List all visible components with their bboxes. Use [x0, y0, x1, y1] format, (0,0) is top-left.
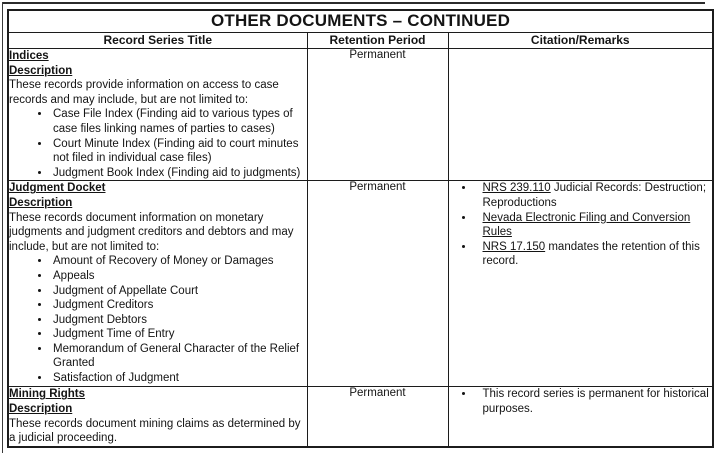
bullet-item: • Satisfaction of Judgment	[51, 371, 307, 386]
scan-edge-artifact-left	[2, 2, 3, 453]
citation-list	[449, 387, 713, 416]
record-series-title: Judgment Docket	[9, 182, 106, 195]
statute-reference: NRS 239.110	[482, 182, 551, 195]
table-title-row	[8, 10, 713, 33]
table-row-indices	[8, 49, 713, 181]
bullet-item: • Case File Index (Finding aid to various types of case files linking names of parties to cases)	[51, 107, 307, 136]
description-label: Description	[9, 196, 73, 209]
citation-list	[449, 181, 713, 269]
citation-item	[475, 211, 713, 240]
bullet-item: • Memorandum of General Character of the Relief Granted	[51, 342, 307, 371]
bullet-item: • Judgment of Appellate Court	[51, 284, 307, 299]
citation-text: Judicial Records: Destruction; Reproductions	[482, 182, 707, 209]
citation-remarks-cell	[448, 181, 713, 387]
bullet-list	[9, 254, 307, 385]
citation-item	[475, 181, 713, 210]
table-row-judgment-docket	[8, 181, 713, 387]
retention-value: Permanent	[349, 49, 406, 61]
citation-remarks-cell	[448, 387, 713, 447]
table-header-row	[8, 33, 713, 49]
record-series-cell	[8, 49, 307, 181]
bullet-item: • Amount of Recovery of Money or Damages	[51, 254, 307, 269]
description-text: These records document information on monetary judgments and judgment creditors and debtors and may include, but are not limited to:	[9, 211, 294, 253]
citation-text: This record series is permanent for historical purposes.	[482, 388, 709, 415]
retention-period-cell	[307, 387, 448, 447]
bullet-item: • Judgment Debtors	[51, 313, 307, 328]
bullet-item: • Judgment Creditors	[51, 298, 307, 313]
record-series-cell	[8, 387, 307, 447]
statute-reference: NRS 17.150	[482, 240, 546, 253]
record-series-cell	[8, 181, 307, 387]
page-title: OTHER DOCUMENTS – CONTINUED	[8, 10, 713, 33]
records-retention-table	[7, 9, 714, 448]
description-text: These records document mining claims as determined by a judicial proceeding.	[9, 417, 301, 445]
table-row-mining-rights	[8, 387, 713, 447]
citation-text: mandates the retention of this record.	[482, 240, 700, 268]
citation-remarks-cell	[448, 49, 713, 181]
record-series-title: Indices	[9, 50, 49, 62]
retention-value: Permanent	[349, 181, 406, 194]
scan-edge-artifact-top	[3, 2, 705, 4]
bullet-list	[9, 107, 307, 180]
description-label: Description	[9, 64, 73, 77]
bullet-item: • Judgment Book Index (Finding aid to judgments)	[51, 166, 307, 181]
retention-period-cell	[307, 49, 448, 181]
statute-reference: Nevada Electronic Filing and Conversion Rules	[482, 211, 691, 239]
description-text: These records provide information on access to case records and may include, but are not limited to:	[9, 79, 279, 106]
citation-item	[475, 240, 713, 269]
retention-value: Permanent	[349, 387, 406, 400]
citation-item	[475, 387, 713, 416]
column-header-record-series-title: Record Series Title	[8, 33, 307, 49]
retention-period-cell	[307, 181, 448, 387]
column-header-retention-period: Retention Period	[307, 33, 448, 49]
description-label: Description	[9, 402, 73, 415]
bullet-item: • Appeals	[51, 269, 307, 284]
bullet-item: • Court Minute Index (Finding aid to court minutes not filed in individual case files)	[51, 137, 307, 166]
bullet-item: • Judgment Time of Entry	[51, 327, 307, 342]
column-header-citation-remarks: Citation/Remarks	[448, 33, 713, 49]
record-series-title: Mining Rights	[9, 388, 86, 401]
